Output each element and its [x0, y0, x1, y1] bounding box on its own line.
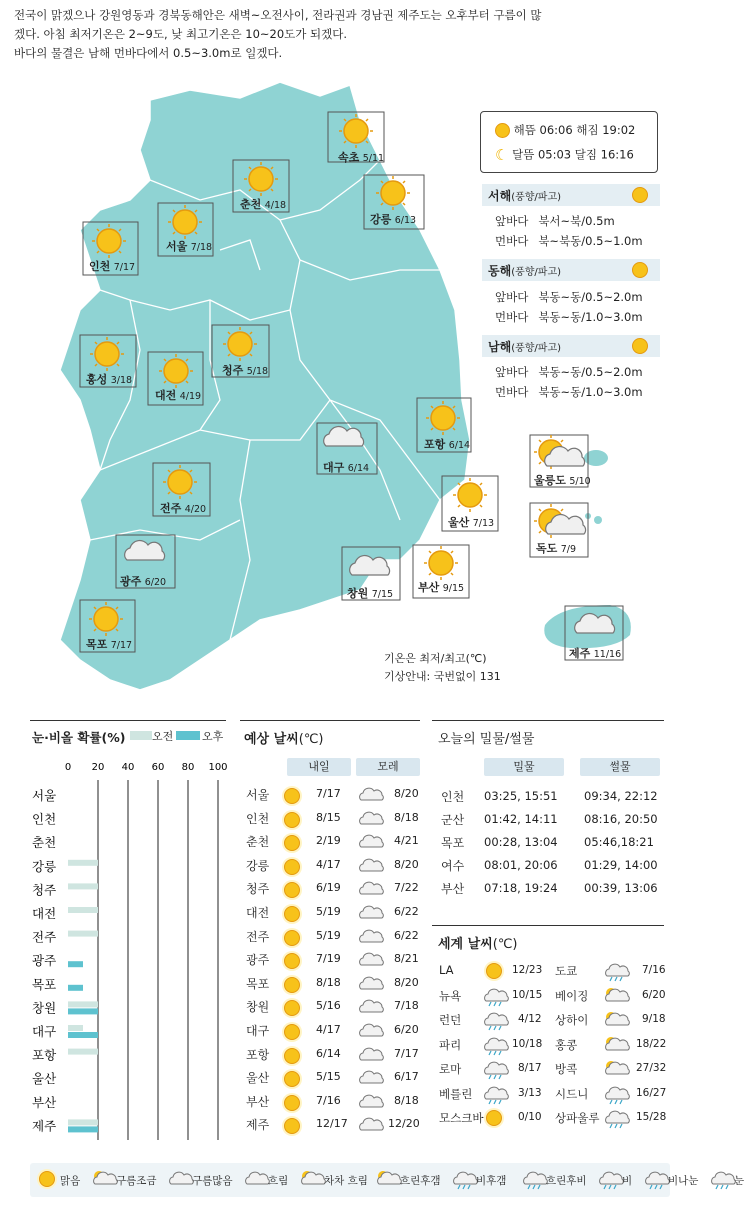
note-line: 기온은 최저/최고(℃): [384, 652, 487, 665]
forecast-dayafter-temp: 12/20: [388, 1117, 420, 1131]
precip-city-label: 인천: [32, 811, 57, 827]
low-tide-header: 썰물: [580, 758, 660, 776]
sun-icon: [284, 1024, 300, 1040]
forecast-city: 제주: [246, 1118, 270, 1133]
precip-city-label: 울산: [32, 1071, 57, 1087]
precip-city-label: 부산: [32, 1094, 57, 1110]
moon-icon: ☾: [495, 146, 509, 164]
precip-bar-pm: [68, 961, 83, 967]
sun-cloud-icon: [604, 987, 630, 1003]
world-temp: 4/12: [518, 1013, 542, 1025]
precip-bar-am: [68, 1001, 98, 1007]
forecast-dayafter-temp: 7/22: [394, 881, 419, 895]
cloud-icon: [358, 975, 384, 991]
summary-line: 바다의 물결은 남해 먼바다에서 0.5~3.0m로 일겠다.: [14, 46, 283, 60]
sea-row: 먼바다 북동~동/1.0~3.0m: [495, 310, 643, 324]
tomorrow-header: 내일: [287, 758, 351, 776]
world-temp: 10/15: [512, 988, 543, 1001]
forecast-tomorrow-temp: 7/19: [316, 952, 341, 966]
legend-label: 구름많음: [192, 1175, 233, 1187]
dayafter-header: 모레: [356, 758, 420, 776]
legend-label: 차차 흐림: [324, 1175, 368, 1187]
forecast-tomorrow-temp: 7/17: [316, 787, 341, 800]
forecast-tomorrow-temp: 4/17: [316, 1023, 341, 1036]
precip-bar-am: [68, 931, 98, 937]
cloud-icon: [358, 810, 384, 826]
sea-row: 앞바다 북서~북/0.5m: [495, 214, 615, 228]
rain-cloud-icon: [452, 1170, 478, 1190]
city-label-chuncheon: 춘천 4/18: [240, 198, 287, 211]
world-city: 뉴욕: [439, 988, 462, 1003]
precip-city-label: 포항: [32, 1047, 57, 1063]
high-tide-times: 00:28, 13:04: [484, 835, 558, 849]
precip-bar-am: [68, 1025, 83, 1031]
forecast-city: 울산: [246, 1071, 270, 1086]
cloud-icon: [168, 1170, 194, 1186]
city-label-dokdo: 독도 7/9: [536, 542, 577, 555]
rain-cloud-icon: [483, 987, 509, 1007]
legend-label: 맑음: [60, 1175, 81, 1187]
sun-icon: [486, 963, 502, 979]
precip-bar-am: [68, 1119, 98, 1125]
forecast-tomorrow-temp: 5/19: [316, 928, 341, 942]
legend-label: 흐림: [268, 1175, 289, 1187]
forecast-dayafter-temp: 6/20: [394, 1023, 419, 1036]
world-temp: 15/28: [636, 1111, 667, 1123]
city-label-daegu: 대구 6/14: [323, 461, 370, 474]
forecast-dayafter-temp: 6/22: [394, 928, 419, 942]
city-label-sokcho: 속초 5/11: [338, 151, 385, 164]
world-title: 세계 날씨(℃): [438, 937, 518, 952]
forecast-tomorrow-temp: 4/17: [316, 857, 341, 871]
precip-tick-label: 80: [181, 762, 195, 773]
cloud-icon: [358, 833, 384, 849]
world-city: 홍콩: [555, 1037, 578, 1052]
world-temp: 3/13: [518, 1086, 542, 1099]
summary-line: 전국이 맑겠으나 강원영동과 경북동해안은 새벽~오전사이, 전라권과 경남권 제주도는 오후부터 구름이 많: [14, 8, 542, 22]
precip-city-label: 강릉: [32, 858, 57, 874]
world-temp: 6/20: [642, 988, 666, 1001]
forecast-dayafter-temp: 7/17: [394, 1046, 419, 1060]
forecast-city: 대구: [246, 1024, 270, 1038]
forecast-dayafter-temp: 4/21: [394, 834, 419, 848]
precip-city-label: 창원: [32, 1000, 57, 1016]
high-tide-header: 밀물: [484, 758, 564, 776]
world-temp: 18/22: [636, 1037, 667, 1050]
city-label-changwon: 창원 7/15: [347, 587, 394, 600]
world-temp: 27/32: [636, 1062, 667, 1074]
precip-bar-pm: [68, 985, 83, 991]
forecast-tomorrow-temp: 6/19: [316, 881, 341, 895]
sea-header-south: 남해(풍향/파고): [482, 335, 660, 357]
forecast-city: 전주: [246, 929, 270, 944]
precip-title: 눈·비올 확률(%): [32, 730, 126, 745]
forecast-city: 포항: [246, 1047, 270, 1062]
precip-tick-label: 40: [121, 762, 135, 773]
world-city: 베를린: [439, 1086, 473, 1101]
forecast-dayafter-temp: 8/20: [394, 857, 419, 871]
sun-icon: [284, 930, 300, 946]
forecast-tomorrow-temp: 5/15: [316, 1070, 341, 1084]
sun-icon: [284, 1048, 300, 1064]
sea-header-east: 동해(풍향/파고): [482, 259, 660, 281]
sun-icon: [284, 977, 300, 993]
precip-bar-am: [68, 883, 98, 889]
sun-row: 해뜸 06:06 해짐 19:02: [495, 122, 635, 138]
high-tide-times: 03:25, 15:51: [484, 789, 558, 803]
cloud-icon: [358, 951, 384, 967]
cloud-icon: [358, 1116, 384, 1132]
legend-label: 비나눈: [668, 1175, 699, 1187]
precip-city-label: 대구: [32, 1024, 57, 1039]
city-label-jeonju: 전주 4/20: [160, 502, 207, 515]
city-label-hongseong: 홍성 3/18: [86, 373, 133, 386]
sea-row: 앞바다 북동~동/0.5~2.0m: [495, 290, 643, 304]
forecast-tomorrow-temp: 8/15: [316, 810, 341, 824]
precip-bar-am: [68, 860, 98, 866]
precip-bar-pm: [68, 1126, 98, 1132]
precip-city-label: 춘천: [32, 835, 57, 851]
sun-icon: [284, 906, 300, 922]
sun-cloud-icon: [604, 1060, 630, 1076]
tide-city: 여수: [441, 859, 465, 873]
low-tide-times: 09:34, 22:12: [584, 789, 658, 803]
sea-row: 앞바다 북동~동/0.5~2.0m: [495, 365, 643, 379]
forecast-tomorrow-temp: 7/16: [316, 1093, 341, 1107]
forecast-city: 서울: [246, 788, 270, 802]
rain-cloud-icon: [483, 1085, 509, 1105]
world-city: 베이징: [555, 988, 589, 1003]
world-temp: 0/10: [518, 1111, 542, 1123]
world-temp: 8/17: [518, 1062, 542, 1074]
world-temp: 7/16: [642, 964, 666, 976]
cloud-icon: [358, 1046, 384, 1062]
sun-cloud-icon: [92, 1170, 118, 1186]
world-city: 상하이: [555, 1013, 589, 1027]
sea-row: 먼바다 북~북동/0.5~1.0m: [495, 234, 643, 248]
cloud-icon: [244, 1170, 270, 1186]
forecast-tomorrow-temp: 5/16: [316, 999, 341, 1013]
rain-cloud-icon: [604, 1085, 630, 1105]
world-city: 방콕: [555, 1062, 578, 1076]
forecast-dayafter-temp: 7/18: [394, 999, 419, 1013]
legend-label: 비후갬: [476, 1175, 507, 1187]
city-label-pohang: 포항 6/14: [424, 438, 471, 451]
forecast-city: 대전: [246, 906, 270, 920]
rain-cloud-icon: [644, 1170, 670, 1190]
precip-bar-pm: [68, 1032, 98, 1038]
forecast-city: 청주: [246, 882, 270, 897]
sun-cloud-icon: [604, 1011, 630, 1027]
tide-city: 군산: [441, 813, 465, 827]
forecast-tomorrow-temp: 5/19: [316, 905, 341, 918]
cloud-icon: [358, 857, 384, 873]
city-label-gwangju: 광주 6/20: [120, 575, 167, 588]
sun-icon: [284, 812, 300, 828]
precip-city-label: 제주: [32, 1118, 57, 1134]
city-label-daejeon: 대전 4/19: [155, 389, 202, 402]
rain-cloud-icon: [598, 1170, 624, 1190]
city-label-seoul: 서울 7/18: [166, 240, 213, 253]
world-temp: 10/18: [512, 1037, 543, 1050]
forecast-dayafter-temp: 8/21: [394, 952, 419, 966]
precip-bar-am: [68, 1049, 98, 1055]
city-label-busan: 부산 9/15: [418, 581, 465, 594]
city-label-mokpo: 목포 7/17: [86, 638, 133, 651]
sun-cloud-icon: [300, 1170, 326, 1186]
sun-icon: [486, 1110, 502, 1126]
precip-city-label: 청주: [32, 882, 57, 898]
precip-tick-label: 60: [151, 762, 165, 773]
sea-row: 먼바다 북동~동/1.0~3.0m: [495, 385, 643, 399]
forecast-city: 춘천: [246, 835, 270, 850]
city-label-incheon: 인천 7/17: [89, 260, 136, 273]
moon-row: ☾ 달뜸 05:03 달짐 16:16: [495, 146, 634, 164]
precip-tick-label: 0: [64, 762, 72, 773]
rain-cloud-icon: [483, 1060, 509, 1080]
cloud-icon: [358, 928, 384, 944]
tides-title: 오늘의 밀물/썰물: [438, 732, 535, 747]
world-city: 시드니: [555, 1086, 589, 1101]
world-city: 도쿄: [555, 964, 578, 978]
low-tide-times: 05:46,18:21: [584, 835, 654, 849]
world-city: 런던: [439, 1013, 462, 1027]
city-label-cheongju: 청주 5/18: [222, 364, 269, 377]
rain-cloud-icon: [604, 1109, 630, 1129]
sea-header-west: 서해(풍향/파고): [482, 184, 660, 206]
forecast-title: 예상 날씨(℃): [244, 732, 324, 747]
cloud-icon: [358, 1022, 384, 1038]
forecast-tomorrow-temp: 6/14: [316, 1046, 341, 1060]
forecast-city: 강릉: [246, 858, 270, 873]
rain-cloud-icon: [710, 1170, 736, 1190]
world-city: LA: [439, 963, 454, 977]
precip-tick-label: 20: [91, 762, 105, 773]
low-tide-times: 00:39, 13:06: [584, 881, 658, 895]
forecast-tomorrow-temp: 2/19: [316, 834, 341, 848]
city-label-gangneung: 강릉 6/13: [370, 213, 417, 226]
world-temp: 12/23: [512, 964, 543, 976]
precip-tick-label: 100: [208, 762, 228, 773]
cloud-icon: [358, 786, 384, 802]
low-tide-times: 01:29, 14:00: [584, 858, 658, 872]
sun-icon: [284, 859, 300, 875]
divider: [432, 925, 664, 926]
rain-cloud-icon: [483, 1011, 509, 1031]
forecast-dayafter-temp: 6/22: [394, 905, 419, 918]
forecast-city: 창원: [246, 1000, 270, 1015]
world-city: 상파울루: [555, 1111, 600, 1125]
legend-am-label: 오전: [152, 730, 174, 743]
precip-city-label: 목포: [32, 976, 57, 992]
legend-label: 구름조금: [116, 1175, 157, 1187]
forecast-city: 목포: [246, 976, 270, 991]
tide-city: 부산: [441, 882, 465, 896]
legend-pm-swatch: [176, 731, 200, 740]
cloud-icon: [358, 904, 384, 920]
city-label-ulleungdo: 울릉도 5/10: [534, 474, 591, 487]
legend-label: 흐린후비: [546, 1175, 587, 1187]
world-city: 파리: [439, 1037, 462, 1052]
sun-icon: [39, 1171, 55, 1187]
forecast-dayafter-temp: 8/20: [394, 787, 419, 800]
tide-city: 목포: [441, 836, 465, 850]
sun-cloud-icon: [604, 1036, 630, 1052]
forecast-tomorrow-temp: 12/17: [316, 1117, 348, 1131]
cloud-icon: [358, 1069, 384, 1085]
legend-label: 눈: [734, 1175, 744, 1187]
cloud-icon: [358, 880, 384, 896]
rain-cloud-icon: [604, 962, 630, 982]
forecast-dayafter-temp: 8/18: [394, 810, 419, 824]
legend-label: 흐린후갬: [400, 1175, 441, 1187]
city-label-ulsan: 울산 7/13: [448, 516, 495, 529]
precip-bar-pm: [68, 1008, 98, 1014]
sun-icon: [284, 788, 300, 804]
forecast-city: 광주: [246, 953, 270, 968]
cloud-icon: [358, 1093, 384, 1109]
forecast-dayafter-temp: 8/20: [394, 975, 419, 989]
world-temp: 16/27: [636, 1086, 667, 1099]
high-tide-times: 01:42, 14:11: [484, 812, 558, 826]
tide-city: 인천: [441, 790, 465, 804]
precip-city-label: 서울: [32, 788, 57, 803]
legend-pm-label: 오후: [202, 730, 224, 743]
note-line: 기상안내: 국번없이 131: [384, 670, 501, 683]
world-city: 모스크바: [439, 1111, 484, 1125]
forecast-tomorrow-temp: 8/18: [316, 975, 341, 989]
forecast-dayafter-temp: 8/18: [394, 1093, 419, 1107]
high-tide-times: 08:01, 20:06: [484, 858, 558, 872]
rain-cloud-icon: [522, 1170, 548, 1190]
sun-cloud-icon: [376, 1170, 402, 1186]
rain-cloud-icon: [483, 1036, 509, 1056]
world-city: 로마: [439, 1062, 462, 1076]
precip-city-label: 전주: [32, 929, 57, 945]
legend-label: 비: [622, 1175, 633, 1187]
high-tide-times: 07:18, 19:24: [484, 881, 558, 895]
world-temp: 9/18: [642, 1013, 666, 1025]
forecast-city: 부산: [246, 1094, 270, 1109]
precip-city-label: 광주: [32, 953, 57, 969]
forecast-dayafter-temp: 6/17: [394, 1070, 419, 1084]
city-label-jeju: 제주 11/16: [569, 647, 622, 660]
cloud-icon: [358, 998, 384, 1014]
sun-icon: [284, 1095, 300, 1111]
summary-line: 겠다. 아침 최저기온은 2~9도, 낮 최고기온은 10~20도가 되겠다.: [14, 27, 348, 41]
precip-city-label: 대전: [32, 906, 57, 921]
low-tide-times: 08:16, 20:50: [584, 812, 658, 826]
forecast-city: 인천: [246, 811, 270, 826]
precip-bar-am: [68, 907, 98, 913]
